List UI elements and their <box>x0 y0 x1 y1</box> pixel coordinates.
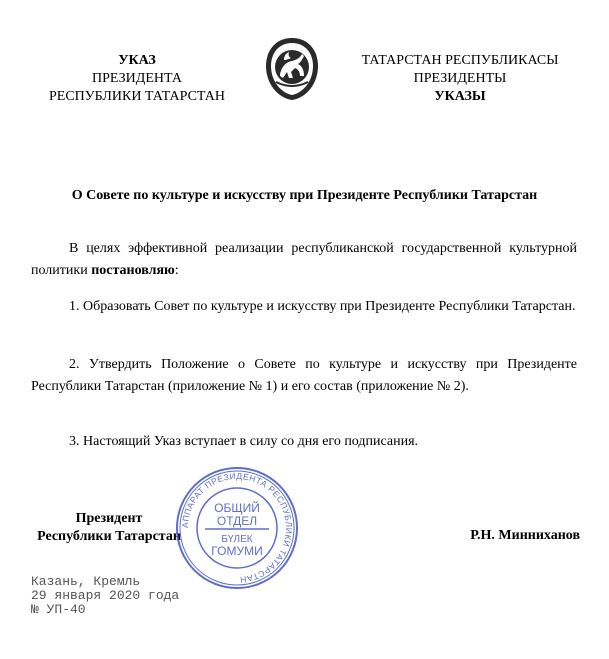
footer-block <box>31 575 179 617</box>
intro-text: В целях эффективной реализации республиканской государственной культурной политики <box>31 241 577 278</box>
header-left-block <box>28 52 246 106</box>
stamp-line2: ОТДЕЛ <box>216 514 258 528</box>
item-3-paragraph: 3. Настоящий Указ вступает в силу со дня его подписания. <box>69 434 419 449</box>
stamp-ring-text: АППАРАТ ПРЕЗИДЕНТА РЕСПУБЛИКИ ТАТАРСТАН <box>179 470 295 586</box>
header-left-line1: УКАЗ <box>118 53 156 68</box>
item-1-paragraph: 1. Образовать Совет по культуре и искусству при Президенте Республики Татарстан. <box>69 299 576 314</box>
intro-bold-word: постановляю <box>91 263 175 278</box>
signature-title-block <box>30 510 188 546</box>
item-2-paragraph: 2. Утвердить Положение о Совете по культуре и искусству при Президенте Республики Татарстан (приложение № 1) и его состав (приложение № 2). <box>31 357 577 394</box>
header-left-line3: РЕСПУБЛИКИ ТАТАРСТАН <box>48 89 225 104</box>
intro-paragraph <box>31 238 577 282</box>
coat-of-arms-icon <box>262 36 322 102</box>
footer-date: 29 января 2020 года <box>31 588 180 603</box>
stamp-line4: БҮЛЕК <box>221 534 253 545</box>
stamp-line1: ОБЩИЙ <box>214 501 260 515</box>
header-left-line2: ПРЕЗИДЕНТА <box>92 71 182 86</box>
document-title: О Совете по культуре и искусству при Президенте Республики Татарстан <box>71 188 538 203</box>
stamp-line3: ГОМУМИ <box>211 544 263 558</box>
signature-title-line2: Республики Татарстан <box>37 529 181 544</box>
intro-end: : <box>174 263 179 278</box>
footer-place: Казань, Кремль <box>31 574 141 589</box>
signature-name: Р.Н. Минниханов <box>470 528 580 543</box>
header-right-line3: УКАЗЫ <box>434 89 486 104</box>
official-stamp-icon <box>175 466 299 590</box>
signature-title-line1: Президент <box>75 511 143 526</box>
header-right-line2: ПРЕЗИДЕНТЫ <box>413 71 507 86</box>
header-right-block <box>342 52 578 106</box>
header-right-line1: ТАТАРСТАН РЕСПУБЛИКАСЫ <box>361 53 559 68</box>
footer-number: № УП-40 <box>31 602 86 617</box>
